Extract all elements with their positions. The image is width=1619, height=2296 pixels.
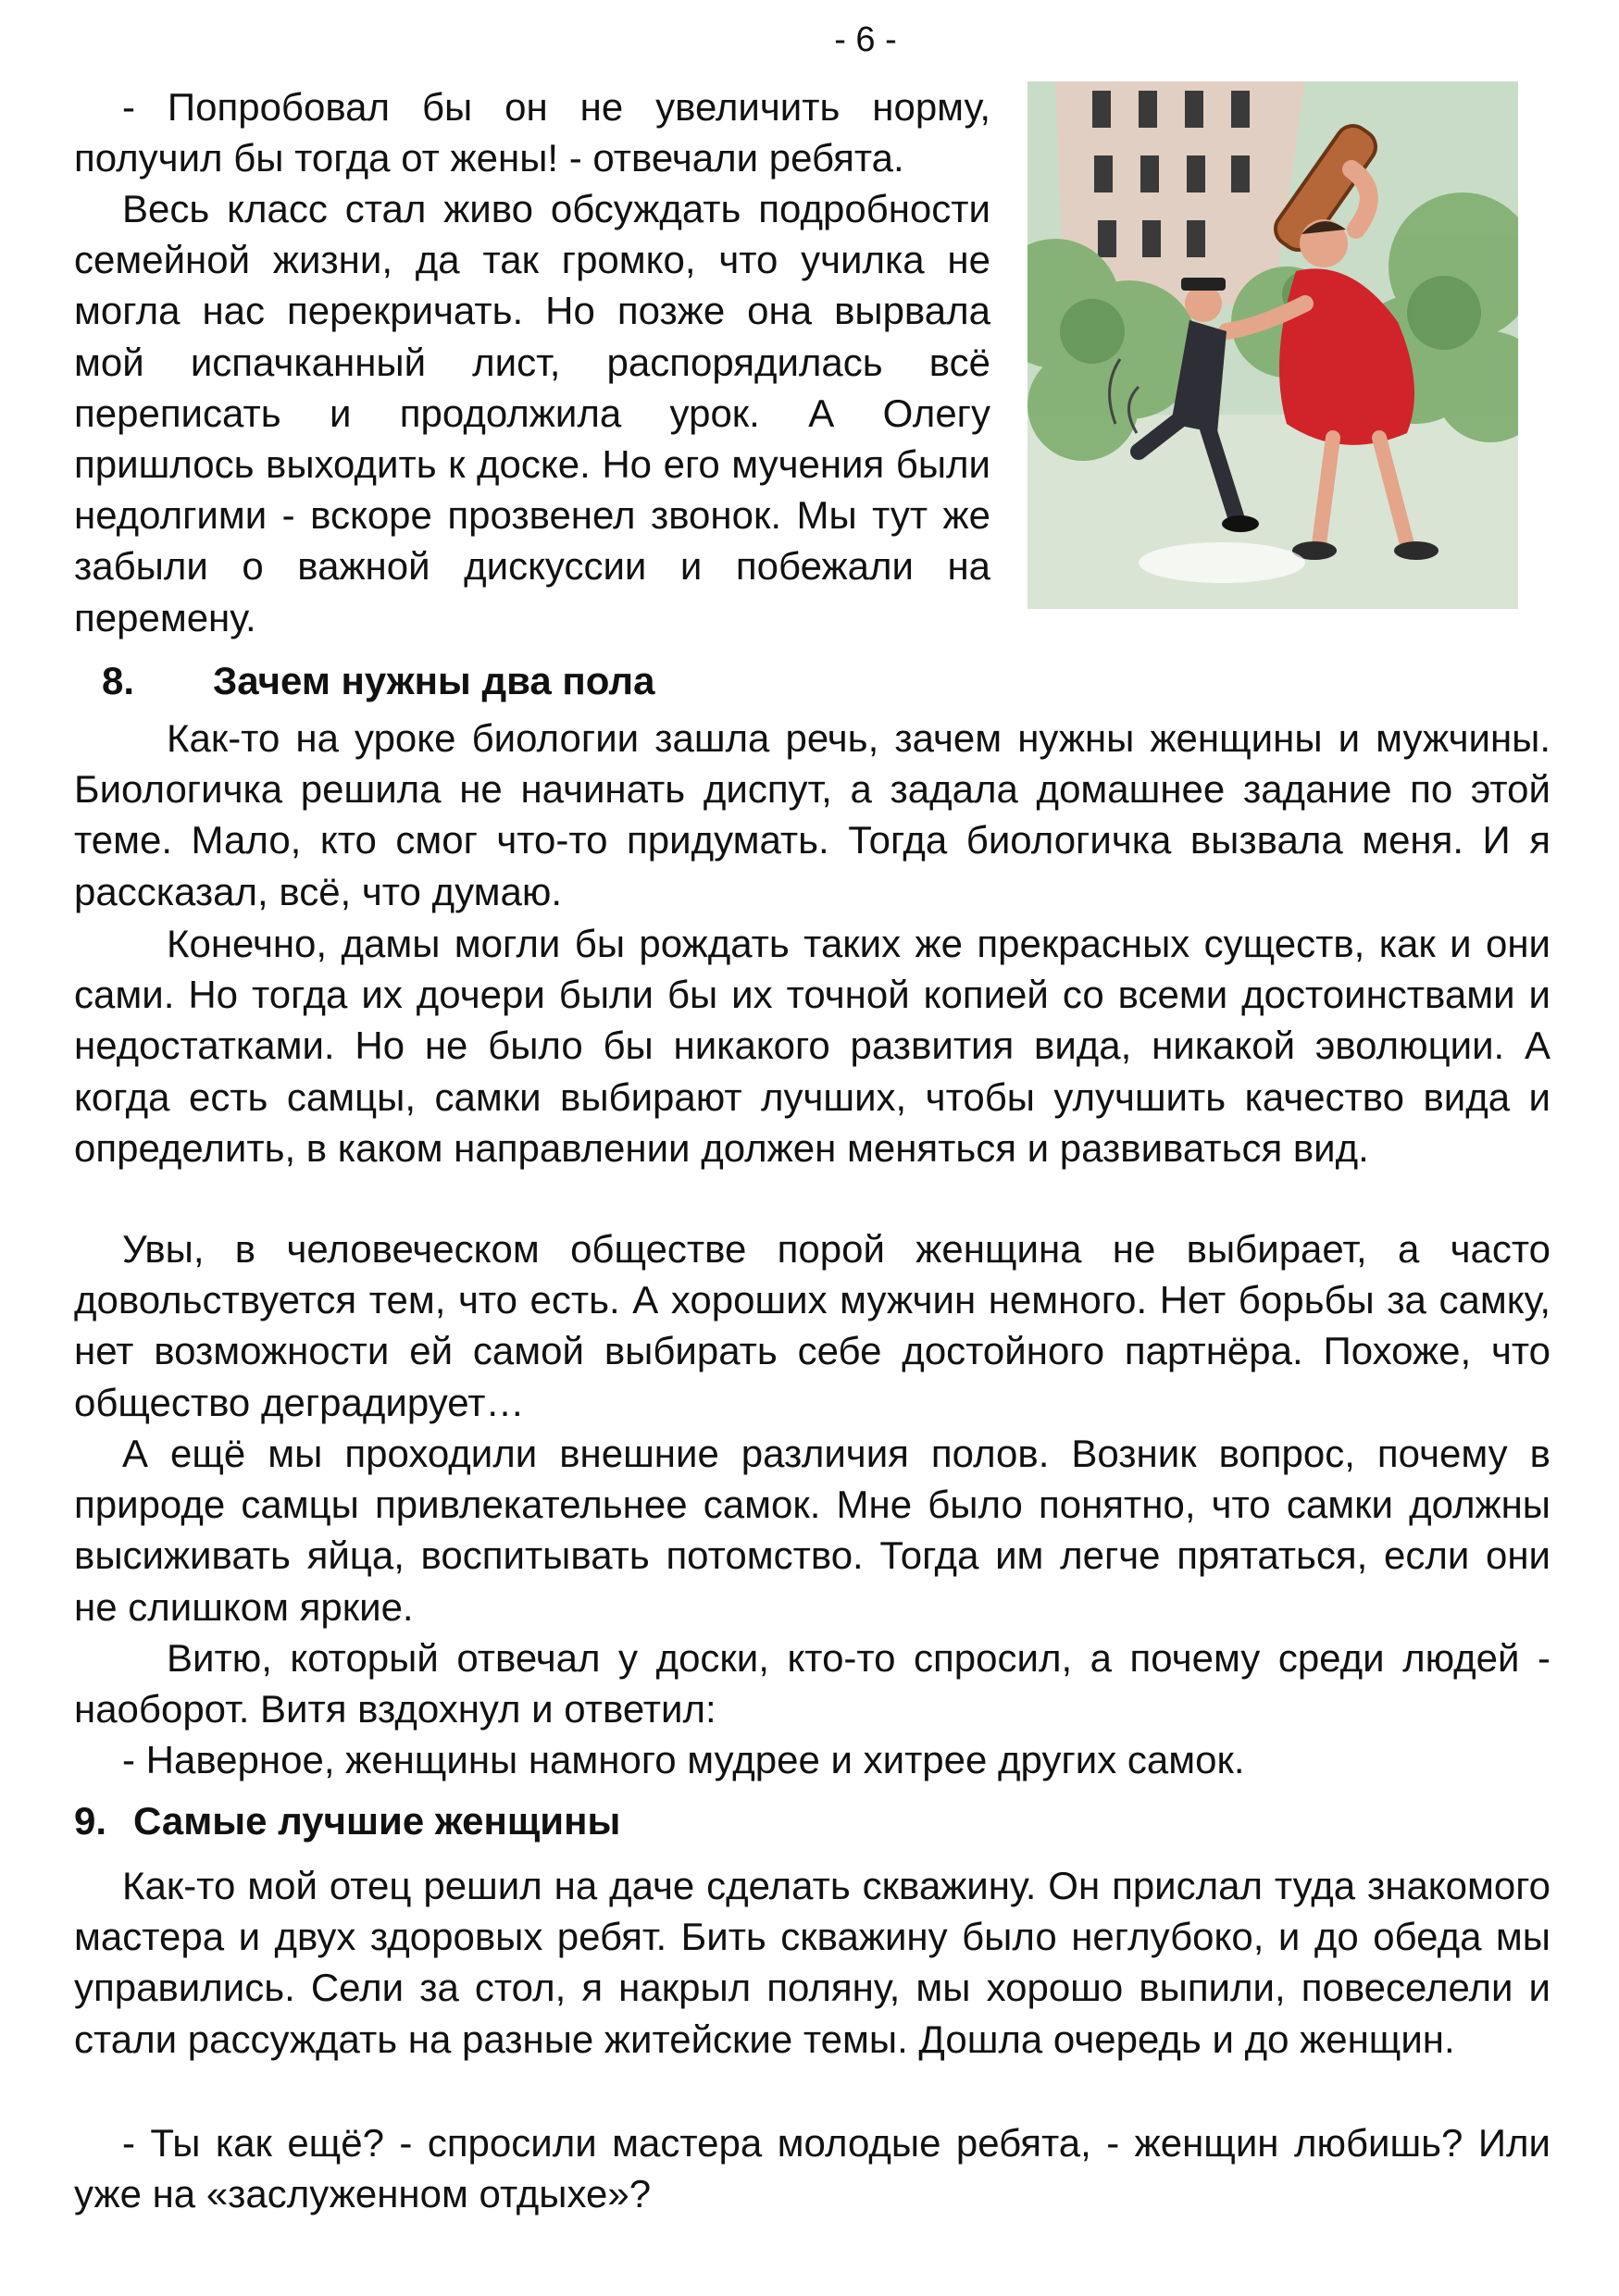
cartoon-illustration [1027,81,1518,609]
paragraph: Увы, в человеческом обществе порой женщина не выбирает, а часто довольствуется тем, что есть. А хороших мужчин немного. Нет борьбы за самку, нет возможности ей самой выбирать себе достойного партнёра. Похоже, что общество деградирует… [74,1227,1551,1424]
page-number: - 6 - [834,20,897,59]
section-8-heading [74,655,654,706]
cartoon-woman-with-rolling-pin-image [1027,81,1518,609]
section-8-title: Зачем нужны два пола [213,659,655,702]
paragraph: А ещё мы проходили внешние различия полов. Возник вопрос, почему в природе самцы привлекательнее самок. Мне было понятно, что самки должны высиживать яйца, воспитывать потомство. Тогда им легче прятаться, если они не слишком яркие. [74,1432,1551,1629]
paragraph: Витю, который отвечал у доски, кто-то спросил, а почему среди людей - наоборот. Витя вздохнул и ответил: [74,1636,1551,1731]
paragraph: Как-то мой отец решил на даче сделать скважину. Он прислал туда знакомого мастера и двух здоровых ребят. Бить скважину было неглубоко, и до обеда мы управились. Сели за стол, я накрыл поляну, мы хорошо выпили, повеселели и стали рассуждать на разные житейские темы. Дошла очередь и до женщин. [74,1864,1551,2061]
paragraph: - Ты как ещё? - спросили мастера молодые ребята, - женщин любишь? Или уже на «заслуженном отдыхе»? [74,2121,1551,2216]
paragraph: Весь класс стал живо обсуждать подробности семейной жизни, да так громко, что училка не могла нас перекричать. Но позже она вырвала мой испачканный лист, распорядилась всё переписать и продолжила урок. А Олегу пришлось выходить к доске. Но его мучения были недолгими - вскоре прозвенел звонок. Мы тут же забыли о важной дискуссии и побежали на перемену. [74,187,990,639]
section-9-number: 9. [74,1799,107,1843]
paragraph: - Наверное, женщины намного мудрее и хитрее других самок. [122,1738,1245,1781]
paragraph: Конечно, дамы могли бы рождать таких же прекрасных существ, как и они сами. Но тогда их дочери были бы их точной копией со всеми достоинствами и недостатками. Но не было бы никакого развития вида, никакой эволюции. А когда есть самцы, самки выбирают лучших, чтобы улучшить качество вида и определить, в каком направлении должен меняться и развиваться вид. [74,922,1551,1170]
section-9-heading [74,1795,620,1846]
paragraph: Как-то на уроке биологии зашла речь, зачем нужны женщины и мужчины. Биологичка решила не начинать диспут, а задала домашнее задание по этой теме. Мало, кто смог что-то придумать. Тогда биологичка вызвала меня. И я рассказал, всё, что думаю. [74,716,1551,913]
section-9-title: Самые лучшие женщины [133,1799,621,1843]
paragraph: - Попробовал бы он не увеличить норму, получил бы тогда от жены! - отвечали ребята. [74,85,990,180]
section-8-number: 8. [102,659,135,702]
